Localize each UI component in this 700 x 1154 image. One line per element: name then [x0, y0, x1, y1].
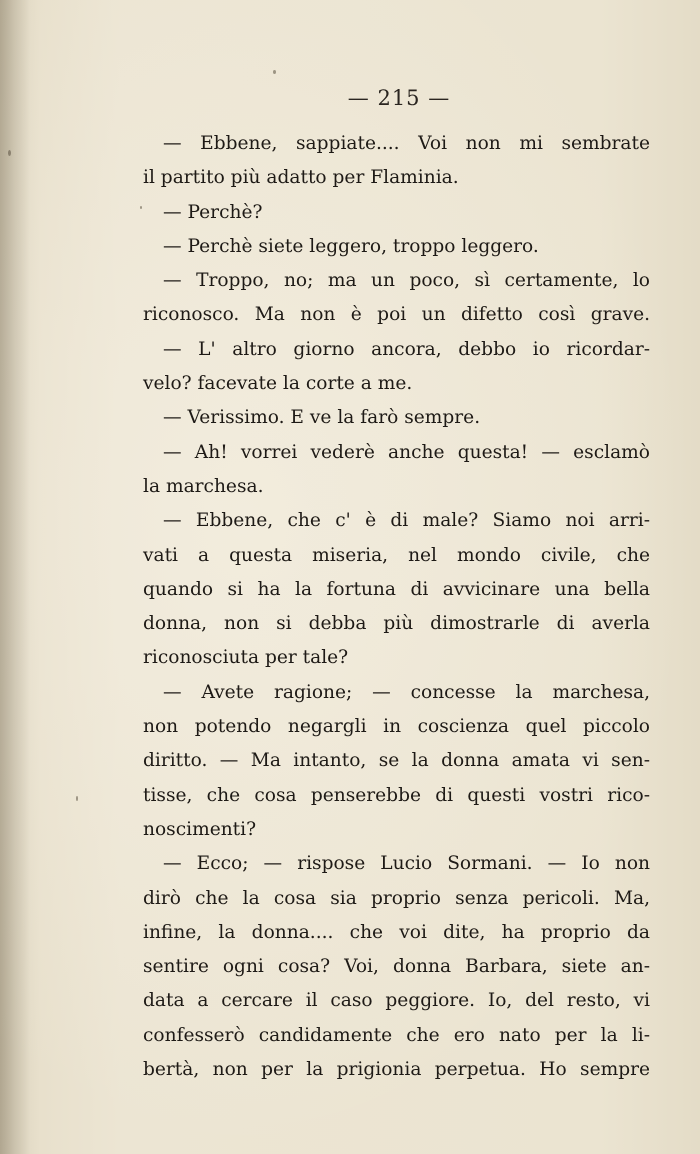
text-line: noscimenti? — [143, 818, 257, 840]
text-line: velo? facevate la corte a me. — [143, 373, 413, 395]
paper-speck — [8, 150, 11, 156]
text-line: — Perchè siete leggero, troppo leggero. — [163, 235, 539, 257]
text-line: infine, la donna.... che voi dite, ha proprio da — [143, 921, 650, 943]
text-line: il partito più adatto per Flaminia. — [143, 167, 459, 189]
spine-shadow — [0, 0, 30, 1154]
text-line: confesserò candidamente che ero nato per la li- — [143, 1024, 650, 1046]
text-line: la marchesa. — [143, 475, 264, 497]
text-line: donna, non si debba più dimostrarle di averla — [143, 613, 650, 635]
text-line: bertà, non per la prigionia perpetua. Ho sempre — [143, 1059, 650, 1081]
paper-speck — [140, 206, 142, 209]
text-line: non potendo negargli in coscienza quel piccolo — [143, 716, 650, 738]
text-line: data a cercare il caso peggiore. Io, del resto, vi — [143, 990, 650, 1012]
text-line: tisse, che cosa penserebbe di questi vostri rico- — [143, 784, 650, 806]
text-line: — Verissimo. E ve la farò sempre. — [163, 407, 481, 429]
page-number: — 215 — — [347, 86, 451, 110]
text-line: — Avete ragione; — concesse la marchesa, — [163, 681, 650, 703]
text-line: — Troppo, no; ma un poco, sì certamente, lo — [163, 270, 650, 292]
text-line: — Ebbene, che c' è di male? Siamo noi arri- — [163, 510, 650, 532]
body-text — [143, 127, 650, 1087]
text-line: — Ecco; — rispose Lucio Sormani. — Io non — [163, 853, 650, 875]
text-line: — Perchè? — [163, 201, 263, 223]
text-line: quando si ha la fortuna di avvicinare una bella — [143, 578, 650, 600]
text-line: vati a questa miseria, nel mondo civile, che — [143, 544, 650, 566]
paper-speck — [76, 796, 78, 801]
text-line: — Ah! vorrei vederè anche questa! — esclamò — [163, 441, 650, 463]
text-line: diritto. — Ma intanto, se la donna amata vi sen- — [143, 750, 650, 772]
text-line: — Ebbene, sappiate.... Voi non mi sembrate — [163, 133, 650, 154]
text-line: — L' altro giorno ancora, debbo io ricordar- — [163, 338, 650, 360]
text-line: riconosco. Ma non è poi un difetto così grave. — [143, 304, 650, 326]
paper-speck — [273, 70, 276, 74]
text-line: riconosciuta per tale? — [143, 647, 349, 669]
text-line: sentire ogni cosa? Voi, donna Barbara, siete an- — [143, 956, 650, 978]
text-line: dirò che la cosa sia proprio senza pericoli. Ma, — [143, 887, 650, 909]
